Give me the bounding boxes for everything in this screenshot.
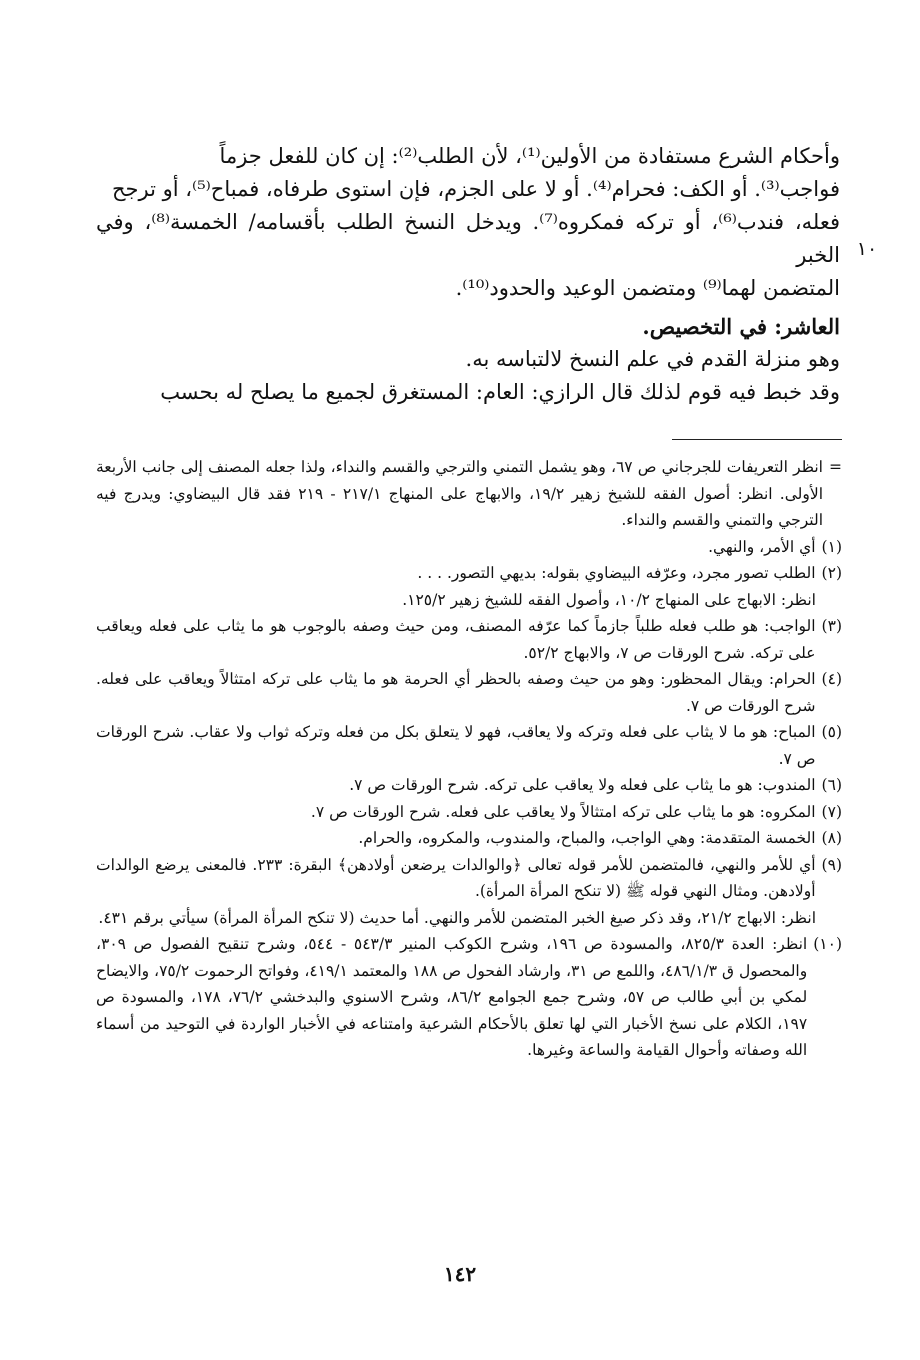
footnote-7 <box>96 799 842 826</box>
footnote-number: (٥) <box>821 723 842 741</box>
main-line-4: المتضمن لهما⁽⁹⁾ ومتضمن الوعيد والحدود⁽¹⁰⁾. <box>455 276 840 300</box>
footnote-number: (٨) <box>821 829 842 847</box>
footnote-text: المندوب: هو ما يثاب على فعله ولا يعاقب على تركه. شرح الورقات ص ٧. <box>349 776 816 794</box>
main-line-1: وأحكام الشرع مستفادة من الأولين⁽¹⁾، لأن الطلب⁽²⁾: إن كان للفعل جزماً <box>219 144 840 168</box>
footnote-8 <box>96 825 842 852</box>
footnote-marker: = <box>829 458 842 476</box>
footnotes <box>96 454 842 1064</box>
section-line-2: وقد خبط فيه قوم لذلك قال الرازي: العام: المستغرق لجميع ما يصلح له بحسب <box>160 380 840 404</box>
footnote-text: المكروه: هو ما يثاب على تركه امتثالاً ولا يعاقب على فعله. شرح الورقات ص ٧. <box>310 802 816 821</box>
footnote-9 <box>96 852 842 905</box>
footnote-text: انظر التعريفات للجرجاني ص ٦٧، وهو يشمل التمني والترجي والقسم والنداء، ولذا جعله المصنف إلى جانب الأربعة الأولى. انظر: أصول الفقه للشيخ زهير ١٩/٢، والابهاج على المنهاج ٢١٧/١ - ٢١٩ فقد قال البيضاوي: ويدرج فيه الترجي والتمني والقسم والنداء. <box>96 458 824 529</box>
section-block <box>96 310 840 409</box>
footnote-number: (٩) <box>821 855 842 874</box>
margin-line-number: ١٠ <box>856 238 878 260</box>
main-line-3: فعله، فندب⁽⁶⁾، أو تركه فمكروه⁽⁷⁾. ويدخل النسخ الطلب بأقسامه/ الخمسة⁽⁸⁾، وفي الخبر <box>96 210 840 267</box>
footnote-3 <box>96 613 842 666</box>
footnote-number: (٢) <box>821 564 842 582</box>
main-text <box>96 140 840 305</box>
footnote-number: (٦) <box>821 776 842 794</box>
main-line-2: فواجب⁽³⁾. أو الكف: فحرام⁽⁴⁾. أو لا على الجزم، فإن استوى طرفاه، فمباح⁽⁵⁾، أو ترجح <box>111 177 840 201</box>
footnote-number: (٤) <box>821 670 842 688</box>
footnote-continued <box>96 454 842 534</box>
footnote-4 <box>96 666 842 719</box>
footnote-number: (٣) <box>821 617 842 635</box>
footnote-text: أي الأمر، والنهي. <box>708 537 816 556</box>
footnote-text: انظر: الابهاج ٢١/٢، وقد ذكر صيغ الخبر المتضمن للأمر والنهي. أما حديث (لا تنكح المرأة المرأة) سيأتي برقم ٤٣١. <box>98 908 816 927</box>
section-line-1: وهو منزلة القدم في علم النسخ لالتباسه به. <box>465 347 840 371</box>
footnote-number: (١) <box>821 537 842 556</box>
footnote-text: الطلب تصور مجرد، وعرّفه البيضاوي بقوله: بديهي التصور. . . . <box>417 564 816 582</box>
footnote-1 <box>96 534 842 561</box>
footnote-number: (١٠) <box>813 935 842 953</box>
footnote-5 <box>96 719 842 772</box>
footnote-6 <box>96 772 842 799</box>
footnote-2 <box>96 560 842 587</box>
footnote-2-ref <box>96 587 842 614</box>
footnote-text: المباح: هو ما لا يثاب على فعله وتركه ولا يعاقب، فهو لا يتعلق بكل من فعله وتركه ثواب ولا عقاب. شرح الورقات ص ٧. <box>96 723 816 768</box>
footnote-9-ref <box>96 905 842 932</box>
footnote-text: الحرام: ويقال المحظور: وهو من حيث وصفه بالحظر أي الحرمة هو ما يثاب على تركه امتثالاً ويعاقب على فعله. شرح الورقات ص ٧. <box>96 670 816 715</box>
footnote-text: الخمسة المتقدمة: وهي الواجب، والمباح، والمندوب، والمكروه، والحرام. <box>358 829 816 847</box>
page-number: ١٤٢ <box>443 1262 477 1286</box>
footnote-text: أي للأمر والنهي، فالمتضمن للأمر قوله تعالى ﴿والوالدات يرضعن أولادهن﴾ البقرة: ٢٣٣. فالمعنى يرضع الوالدات أولادهن. ومثال النهي قوله ﷺ (لا تنكح المرأة المرأة). <box>96 855 816 900</box>
footnote-number: (٧) <box>821 802 842 821</box>
footnote-text: الواجب: هو طلب فعله طلباً جازماً كما عرّفه المصنف، ومن حيث وصفه بالوجوب هو ما يثاب على فعله ويعاقب على تركه. شرح الورقات ص ٧، والابهاج ٥٢/٢. <box>96 617 816 662</box>
footnote-text: انظر: العدة ٨٢٥/٣، والمسودة ص ١٩٦، وشرح الكوكب المنير ٥٤٣/٣ - ٥٤٤، وشرح تنقيح الفصول ص ٣٠٩، والمحصول ق ٤٨٦/١/٣، واللمع ص ٣١، وارشاد الفحول ص ١٨٨ والمعتمد ٤١٩/١، وفواتح الرحموت ٧٥/٢، والايضاح لمكي بن أبي طالب ص ٥٧، وشرح جمع الجوامع ٨٦/٢، وشرح الاسنوي والبدخشي ٧٦/٢، ١٧٨، والمسودة ص ١٩٧، الكلام على نسخ الأخبار التي لها تعلق بالأحكام الشرعية وامتناعه في الأخبار الواردة في التوحيد من أسماء الله وصفاته وأحوال القيامة والساعة وغيرها. <box>96 935 808 1059</box>
footnote-text: انظر: الابهاج على المنهاج ١٠/٢، وأصول الفقه للشيخ زهير ١٢٥/٢. <box>402 590 816 609</box>
footnote-separator <box>672 439 842 440</box>
footnote-10 <box>96 931 842 1064</box>
section-heading: العاشر: في التخصيص. <box>642 314 840 339</box>
